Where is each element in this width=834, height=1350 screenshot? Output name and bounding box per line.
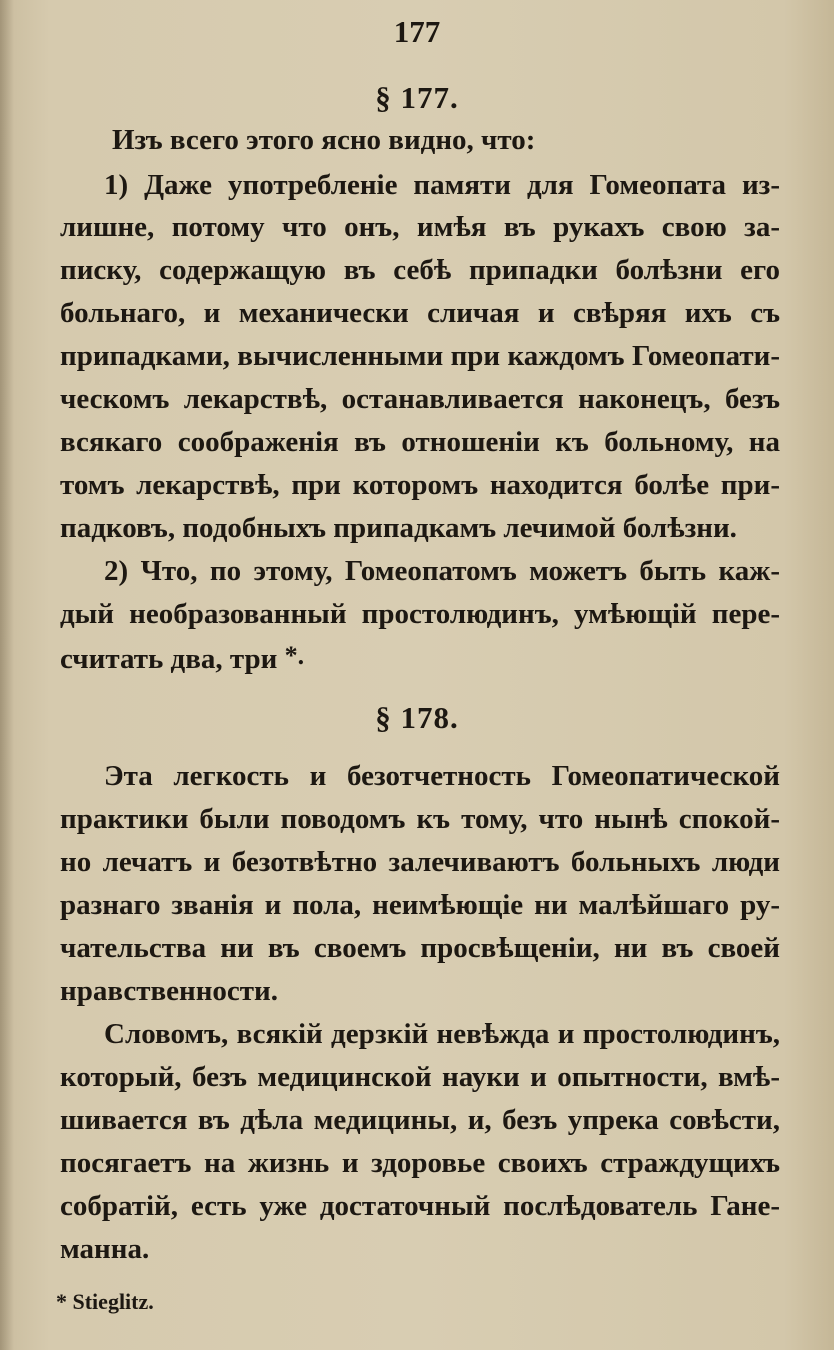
item2-line: дый необразованный простолюдинъ, умѣющій пере- xyxy=(60,598,780,630)
item1-line: лишне, потому что онъ, имѣя въ рукахъ свою за- xyxy=(60,211,780,243)
para1-line: разнаго званія и пола, неимѣющіе ни малѣйшаго ру- xyxy=(60,889,780,921)
item1-line: падковъ, подобныхъ припадкамъ лечимой болѣзни. xyxy=(60,512,737,544)
footnote-reference-marker: *. xyxy=(284,641,305,670)
item1-line: припадками, вычисленными при каждомъ Гомеопати- xyxy=(60,340,780,372)
para1-line: но лечатъ и безотвѣтно залечиваютъ больныхъ люди xyxy=(60,846,780,878)
section-178-heading: § 178. xyxy=(375,700,459,735)
page-number: 177 xyxy=(393,14,441,49)
para1-line: чательства ни въ своемъ просвѣщеніи, ни въ своей xyxy=(60,932,780,964)
section-177-intro: Изъ всего этого ясно видно, что: xyxy=(112,124,536,156)
para1-line: практики были поводомъ къ тому, что нынѣ спокой- xyxy=(60,803,780,835)
item1-line: 1) Даже употребленіе памяти для Гомеопата из- xyxy=(104,169,780,201)
item1-line: томъ лекарствѣ, при которомъ находится болѣе при- xyxy=(60,469,780,501)
para1-line: Эта легкость и безотчетность Гомеопатической xyxy=(104,760,780,792)
item1-line: ческомъ лекарствѣ, останавливается наконецъ, безъ xyxy=(60,383,780,415)
para2-line: который, безъ медицинской науки и опытности, вмѣ- xyxy=(60,1061,780,1093)
item2-line-text: считать два, три xyxy=(60,643,278,675)
para2-line: Словомъ, всякій дерзкій невѣжда и простолюдинъ, xyxy=(104,1018,780,1050)
item1-line: писку, содержащую въ себѣ припадки болѣзни его xyxy=(60,254,780,286)
para2-line: манна. xyxy=(60,1233,150,1265)
para1-line: нравственности. xyxy=(60,975,278,1007)
para2-line: шивается въ дѣла медицины, и, безъ упрека совѣсти, xyxy=(60,1104,780,1136)
footnote xyxy=(56,1289,154,1315)
footnote-text: Stieglitz. xyxy=(72,1289,154,1314)
section-177-heading: § 177. xyxy=(375,80,459,115)
page-gutter-shadow xyxy=(0,0,14,1350)
item1-line: больнаго, и механически сличая и свѣряя ихъ съ xyxy=(60,297,780,329)
item2-line-last xyxy=(60,641,304,676)
item1-line: всякаго соображенія въ отношеніи къ больному, на xyxy=(60,426,780,458)
footnote-marker: * xyxy=(56,1289,67,1314)
item2-line: 2) Что, по этому, Гомеопатомъ можетъ быть каж- xyxy=(104,555,780,587)
para2-line: собратій, есть уже достаточный послѣдователь Гане- xyxy=(60,1190,780,1222)
para2-line: посягаетъ на жизнь и здоровье своихъ страждущихъ xyxy=(60,1147,780,1179)
